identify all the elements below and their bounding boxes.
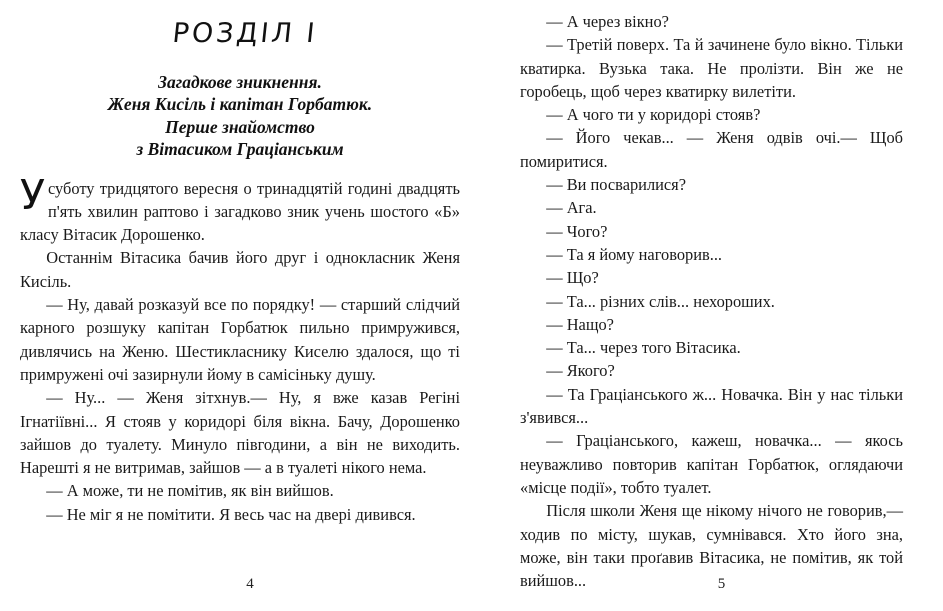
- right-page-body: [520, 10, 903, 592]
- chapter-subtitle-line-4: з Вітасиком Граціанським: [136, 139, 344, 160]
- paragraph: — Його чекав... — Женя одвів очі.— Щоб помиритися.: [520, 128, 903, 171]
- paragraph: Останнім Вітасика бачив його друг і однокласник Женя Кисіль.: [20, 248, 460, 291]
- paragraph: — Граціанського, кажеш, новачка... — якось неуважливо повторив капітан Горбатюк, оглядаючи «місце події», тобто туалет.: [520, 431, 903, 497]
- page-number-right: 5: [717, 576, 726, 592]
- chapter-subtitle-line-3: Перше знайомство: [165, 116, 315, 137]
- page-right: [500, 0, 943, 611]
- paragraph: — Та Граціанського ж... Новачка. Він у нас тільки з'явився...: [520, 384, 903, 428]
- paragraph: — Ну... — Женя зітхнув.— Ну, я вже казав Регіні Ігнатіївні... Я стояв у коридорі біля вікна. Бачу, Дорошенко зайшов до туалету. Минуло півгодини, а він не виходить. Нарешті я не витримав, зайшов — а в туалеті нікого нема.: [20, 388, 460, 478]
- drop-cap: У: [20, 170, 45, 219]
- left-page-body: [20, 170, 460, 526]
- paragraph: — Якого?: [546, 361, 615, 381]
- paragraph: — Ну, давай розказуй все по порядку! — старший слідчий карного розшуку капітан Горбатюк пильно примружився, дивлячись на Женю. Шестикласнику Киселю здалося, що ті примружені очі зазирнули йому в самісіньку душу.: [20, 295, 460, 384]
- chapter-subtitle: [20, 71, 460, 161]
- paragraph: — Та я йому наговорив...: [546, 244, 723, 264]
- chapter-subtitle-line-2: Женя Кисіль і капітан Горбатюк.: [107, 94, 373, 115]
- chapter-heading: РОЗДІЛ I: [170, 18, 320, 49]
- paragraph: Після школи Женя ще нікому нічого не говорив,— ходив по місту, шукав, сумнівався. Хто його зна, може, він таки проґавив Вітасика, не помітив, як той вийшов...: [520, 501, 903, 591]
- paragraph: — А може, ти не помітив, як він вийшов.: [46, 481, 334, 501]
- paragraph: — А через вікно?: [546, 12, 669, 31]
- paragraph: — Та... через того Вітасика.: [546, 338, 741, 358]
- paragraph: — Ага.: [546, 198, 597, 218]
- paragraph: — А чого ти у коридорі стояв?: [546, 105, 761, 125]
- chapter-subtitle-line-1: Загадкове зникнення.: [158, 72, 322, 92]
- paragraph: — Ви посварилися?: [546, 175, 686, 195]
- paragraph: — Не міг я не помітити. Я весь час на дверi дивився.: [46, 504, 416, 524]
- paragraph: — Та... різних слів... нехороших.: [546, 291, 775, 311]
- paragraph: — Третій поверх. Та й зачинене було вікно. Тільки кватирка. Вузька така. Не пролізти. Він же не горобець, щоб через кватирку вилетіти.: [520, 35, 903, 101]
- paragraph-text: суботу тридцятого вересня о тринадцятій годині двадцять п'ять хвилин раптово і загадково зник учень шостого «Б» класу Вітасик Дорошенко.: [20, 178, 460, 245]
- paragraph: — Нащо?: [546, 314, 614, 334]
- paragraph: — Що?: [546, 268, 599, 288]
- paragraph: — Чого?: [546, 221, 608, 241]
- page-number-left: 4: [246, 576, 254, 592]
- paragraph: [20, 170, 460, 247]
